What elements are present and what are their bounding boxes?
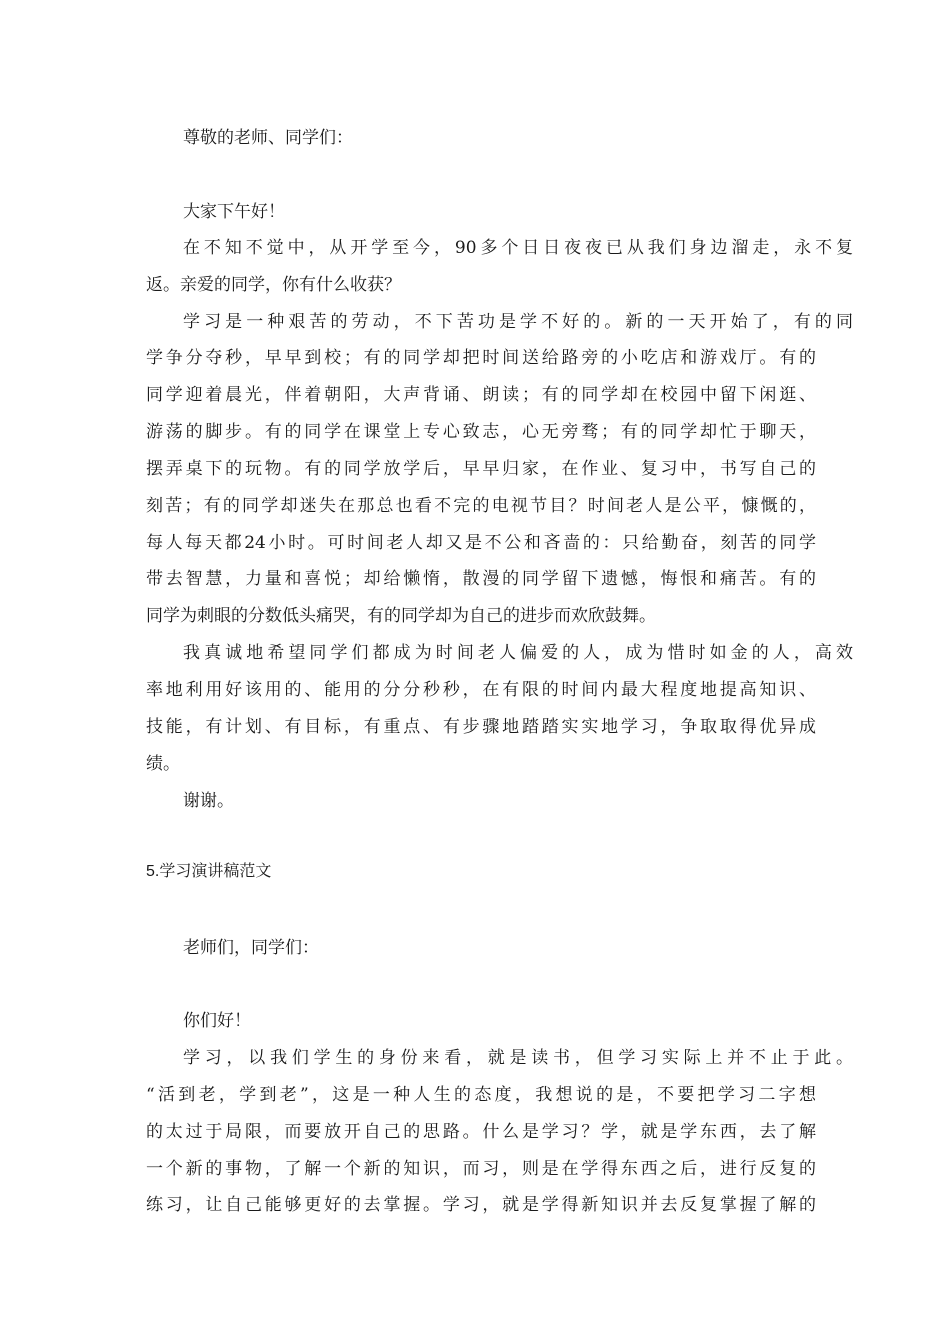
paragraph-line: 同学迎着晨光，伴着朝阳，大声背诵、朗读；有的同学却在校园中留下闲逛、 xyxy=(146,385,816,405)
paragraph-line: 技能，有计划、有目标，有重点、有步骤地踏踏实实地学习，争取取得优异成 xyxy=(146,717,816,737)
paragraph-line: 绩。 xyxy=(146,754,180,774)
paragraph-line: 率地利用好该用的、能用的分分秒秒，在有限的时间内最大程度地提高知识、 xyxy=(146,680,816,700)
paragraph-line: “活到老，学到老”，这是一种人生的态度，我想说的是，不要把学习二字想 xyxy=(146,1085,816,1105)
paragraph-line: 带去智慧，力量和喜悦；却给懒惰，散漫的同学留下遗憾，悔恨和痛苦。有的 xyxy=(146,569,816,589)
paragraph-line: 学争分夺秒，早早到校；有的同学却把时间送给路旁的小吃店和游戏厅。有的 xyxy=(146,348,816,368)
paragraph-line: 的太过于局限，而要放开自己的思路。什么是学习？学，就是学东西，去了解 xyxy=(146,1122,816,1142)
paragraph-line: 在不知不觉中，从开学至今，90多个日日夜夜已从我们身边溜走，永不复 xyxy=(183,238,853,258)
paragraph-line: 刻苦；有的同学却迷失在那总也看不完的电视节目？时间老人是公平，慷慨的， xyxy=(146,496,816,516)
paragraph-line: 游荡的脚步。有的同学在课堂上专心致志，心无旁骛；有的同学却忙于聊天， xyxy=(146,422,816,442)
paragraph-line: 每人每天都24小时。可时间老人却又是不公和吝啬的：只给勤奋，刻苦的同学 xyxy=(146,533,816,553)
paragraph-line: 同学为刺眼的分数低头痛哭，有的同学却为自己的进步而欢欣鼓舞。 xyxy=(146,606,656,626)
closing-thanks: 谢谢。 xyxy=(183,791,234,811)
salutation: 尊敬的老师、同学们： xyxy=(183,128,353,148)
paragraph-line: 返。亲爱的同学，你有什么收获？ xyxy=(146,275,401,295)
paragraph-line: 一个新的事物，了解一个新的知识，而习，则是在学得东西之后，进行反复的 xyxy=(146,1159,816,1179)
paragraph-line: 学习，以我们学生的身份来看，就是读书，但学习实际上并不止于此。 xyxy=(183,1048,853,1068)
greeting: 大家下午好！ xyxy=(183,202,285,222)
greeting: 你们好！ xyxy=(183,1011,251,1031)
paragraph-line: 学习是一种艰苦的劳动，不下苦功是学不好的。新的一天开始了，有的同 xyxy=(183,312,853,332)
paragraph-line: 我真诚地希望同学们都成为时间老人偏爱的人，成为惜时如金的人，高效 xyxy=(183,643,853,663)
paragraph-line: 摆弄桌下的玩物。有的同学放学后，早早归家，在作业、复习中，书写自己的 xyxy=(146,459,816,479)
paragraph-line: 练习，让自己能够更好的去掌握。学习，就是学得新知识并去反复掌握了解的 xyxy=(146,1195,816,1215)
section-heading: 5.学习演讲稿范文 xyxy=(146,863,272,880)
salutation: 老师们，同学们： xyxy=(183,938,319,958)
